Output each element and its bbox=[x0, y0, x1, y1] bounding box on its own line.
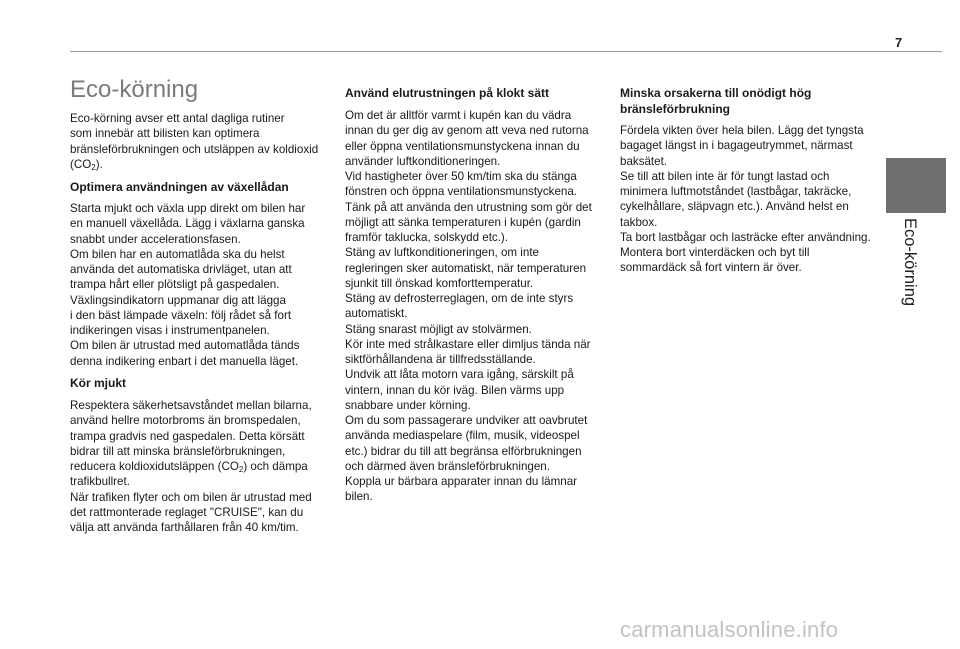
drive-text-end: ) och dämpa trafikbullret. När trafiken flyter och om bilen är utrustad med det rattmonterade reglaget "CRUISE", kan du välja att använda farthållaren från 40 km/tim. bbox=[70, 460, 312, 534]
page-number: 7 bbox=[895, 35, 903, 50]
paragraph-electrical-equipment: Om det är alltför varmt i kupén kan du vädra innan du ger dig av genom att veva ned rutorna eller öppna ventilationsmunstyckena innan du använder luftkonditioneringen. Vid hastigheter över 50 km/tim ska du stänga fönstren och öppna ventilationsmunstyckena. Tänk på att använda den utrustning som gör det möjligt att sänka temperaturen i kupén (gardin framför taklucka, solskydd etc.). Stäng av luftkonditioneringen, om inte regleringen sker automatiskt, när temperaturen sjunkit till önskad komforttemperatur. Stäng av defrosterreglagen, om de inte styrs automatiskt. Stäng snarast möjligt av stolvärmen. Kör inte med strålkastare eller dimljus tända när siktförhållandena är tillfredsställande. Undvik att låta motorn vara igång, särskilt på vintern, innan du kör iväg. Bilen värms upp snabbare under körning. Om du som passagerare undviker att oavbrutet använda mediaspelare (film, musik, videospel etc.) bidrar du till att begränsa elförbrukningen och därmed även bränsleförbrukningen. Koppla ur bärbara apparater innan du lämnar bilen. bbox=[345, 109, 592, 504]
paragraph-drive-smoothly bbox=[70, 398, 340, 535]
heading-reduce-consumption: Minska orsakerna till onödigt hög bränsleförbrukning bbox=[620, 86, 812, 116]
intro-text: Eco-körning avser ett antal dagliga rutiner som innebär att bilisten kan optimera bränsleförbrukningen och utsläppen av koldioxid (CO bbox=[70, 112, 319, 171]
intro-text-end: ). bbox=[95, 157, 103, 171]
paragraph-reduce-consumption: Fördela vikten över hela bilen. Lägg det tyngsta bagaget längst in i bagageutrymmet, närmast baksätet. Se till att bilen inte är för tungt lastad och minimera luftmotståndet (lastbågar, takräcke, cykelhållare, släpvagn etc.). Använd helst en takbox. Ta bort lastbågar och lasträcke efter användning. Montera bort vinterdäcken och byt till sommardäck så fort vintern är över. bbox=[620, 124, 871, 275]
heading-gearbox: Optimera användningen av växellådan bbox=[70, 180, 289, 194]
paragraph-gearbox: Starta mjukt och växla upp direkt om bilen har en manuell växellåda. Lägg i växlarna ganska snabbt under accelerationsfasen. Om bilen har en automatlåda ska du helst använda det automatiska drivläget, utan att trampa hårt eller plötsligt på gaspedalen. Växlingsindikatorn uppmanar dig att lägga i den bäst lämpade växeln: följ rådet så fort indikeringen visas i instrumentpanelen. Om bilen är utrustad med automatlåda tänds denna indikering enbart i det manuella läget. bbox=[70, 202, 306, 368]
drive-text: Respektera säkerhetsavståndet mellan bilarna, använd hellre motorbroms än bromspedalen, trampa gradvis ned gaspedalen. Detta körsätt bidrar till att minska bränsleförbrukningen, reducera koldioxidutsläppen (CO bbox=[70, 399, 312, 473]
page-title: Eco-körning bbox=[70, 76, 199, 103]
intro-paragraph bbox=[70, 111, 340, 172]
section-tab-label: Eco-körning bbox=[901, 218, 919, 307]
heading-electrical-equipment: Använd elutrustningen på klokt sätt bbox=[345, 86, 550, 100]
intro-subscript: 2 bbox=[91, 162, 96, 172]
heading-drive-smoothly: Kör mjukt bbox=[70, 376, 127, 390]
section-tab-marker bbox=[886, 158, 946, 213]
header-rule bbox=[70, 51, 942, 52]
drive-subscript: 2 bbox=[238, 465, 244, 474]
watermark-text: carmanualsonline.info bbox=[620, 617, 839, 642]
